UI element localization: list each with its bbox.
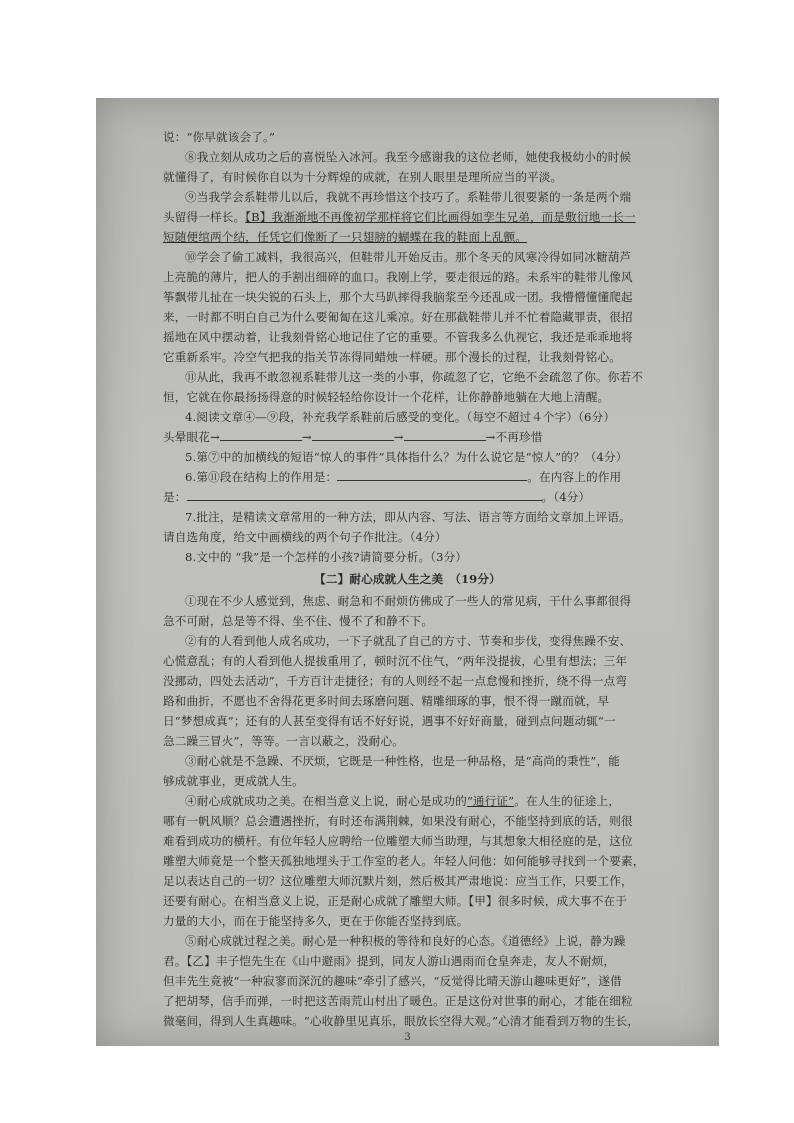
text-line: ③耐心就是不急躁、不厌烦，它既是一种性格，也是一种品格，是“高尚的秉性”，能 — [185, 754, 620, 768]
underlined-sentence-b: 【B】我渐渐地不再像初学那样将它们比画得如孪生兄弟，而是敷衍地一长一 — [245, 210, 636, 224]
text-line: ②有的人看到他人成名成功，一下子就乱了自己的方寸、节奏和步伐，变得焦躁不安、 — [185, 634, 632, 648]
text-line: ⑨当我学会系鞋带儿以后，我就不再珍惜这个技巧了。系鞋带儿很要紧的一条是两个端 — [185, 190, 632, 204]
underlined-sentence-b-cont: 短随便绾两个结，任凭它们像断了一只翅膀的蝴蝶在我的鞋面上乱颤。 — [163, 230, 528, 244]
question-7-cont: 请自选角度，给文中画横线的两个句子作批注。（4分） — [163, 530, 447, 544]
text-line: 急不可耐，总是等不得、坐不住、慢不了和静不下。 — [163, 614, 434, 628]
text-segment: 。（4分） — [541, 490, 591, 504]
text-line: 微毫间，得到人生真趣味。“心收静里见真乐，眼放长空得大观。”心清才能看到万物的生长， — [163, 1014, 640, 1028]
arrow: → — [393, 430, 404, 444]
text-line: 难看到成功的横杆。有位年轻人应聘给一位雕塑大师当助理，与其想象大相径庭的是，这位 — [163, 834, 633, 848]
text-line: 急二躁三冒火”，等等。一言以蔽之，没耐心。 — [163, 734, 404, 748]
question-7: 7.批注，是精读文章常用的一种方法，即从内容、写法、语言等方面给文章加上评语。 — [185, 510, 631, 524]
text-line: 来，一时都不明白自己为什么要匍匐在这儿乘凉。好在那截鞋带儿并不忙着隐藏罪责，很招 — [163, 310, 633, 324]
underlined-term: “通行证” — [466, 794, 515, 808]
text-segment: ④耐心成就成功之美。在相当意义上说，耐心是成功的 — [185, 794, 467, 808]
answer-blank[interactable] — [220, 428, 302, 441]
text-line: 足以表达自己的一切？这位雕塑大师沉默片刻，然后极其严肃地说：应当工作，只要工作， — [163, 874, 633, 888]
question-8: 8.文中的 “我”是一个怎样的小孩?请简要分析。（3分） — [185, 550, 468, 564]
section-heading: 【二】耐心成就人生之美 （19分） — [314, 572, 501, 586]
text-line — [163, 208, 685, 226]
text-line: 力量的大小，而在于能坚持多久，更在于你能否坚持到底。 — [163, 914, 469, 928]
text-line: 上亮脆的薄片，把人的手割出细碎的血口。我刚上学，要走很远的路。未系牢的鞋带儿像风 — [163, 270, 633, 284]
answer-blank[interactable] — [312, 428, 394, 441]
text-line: 筝飘带儿扯在一块尖锐的石头上，那个大马趴摔得我脑浆至今还乱成一团。我懵懵懂懂爬起 — [163, 290, 633, 304]
question-4: 4.阅读文章④—⑨段，补充我学系鞋前后感受的变化。（每空不超过４个字）（6分） — [185, 410, 616, 424]
text-line: ⑪从此，我再不敢忽视系鞋带儿这一类的小事，你疏忽了它，它绝不会疏忽了你。你若不 — [185, 370, 644, 384]
blank-start: 头晕眼花→ — [163, 430, 220, 444]
answer-blank[interactable] — [337, 468, 527, 481]
text-line: 但丰先生竟被“一种寂寥而深沉的趣味”牵引了感兴，“反觉得比晴天游山趣味更好”，遂借 — [163, 974, 622, 988]
blank-end: →不再珍惜 — [485, 430, 543, 444]
text-line: 没挪动，四处去活动”，千方百计走捷径；有的人则经不起一点怠慢和挫折，绕不得一点弯 — [163, 674, 628, 688]
text-line: 君。【乙】丰子恺先生在《山中避雨》提到，同友人游山遇雨而仓皇奔走，友人不耐烦， — [163, 954, 616, 968]
text-line: ⑩学会了偷工减料，我很高兴，但鞋带儿开始反击。那个冬天的风寒冷得如同冰糖葫芦 — [185, 250, 632, 264]
answer-blank[interactable] — [187, 488, 542, 501]
text-line: 路和曲折，不愿也不舍得花更多时间去琢磨问题、精雕细琢的事，恨不得一蹴而就，早 — [163, 694, 610, 708]
text-line: 日“梦想成真”；还有的人甚至变得有话不好好说，遇事不好好商量，碰到点问题动辄“一 — [163, 714, 616, 728]
text-line: 恒，它就在你最扬扬得意的时候轻轻给你设计一个花样，让你静静地躺在大地上清醒。 — [163, 390, 610, 404]
text-line: 了把胡琴，信手而弹，一时把这苦雨荒山村出了暖色。正是这份对世事的耐心，才能在细粒 — [163, 994, 633, 1008]
scanned-page-photo — [96, 98, 719, 1046]
text-line: ⑤耐心成就过程之美。耐心是一种积极的等待和良好的心态。《道德经》上说，静为躁 — [185, 934, 626, 948]
question-5: 5.第⑦中的加横线的短语“惊人的事件”具体指什么？为什么说它是“惊人”的？（4分） — [185, 450, 628, 464]
text-line — [185, 792, 685, 810]
text-line: 雕塑大师竟是一个整天孤独地埋头于工作室的老人。年轻人问他：如何能够寻找到一个要素， — [163, 854, 645, 868]
text-line: ①现在不少人感觉到，焦虑、耐急和不耐烦仿佛成了一些人的常见病，干什么事都很得 — [185, 594, 632, 608]
text-line: 心慌意乱；有的人看到他人提拔重用了，顿时沉不住气，“两年没提拔，心里有想法；三年 — [163, 654, 628, 668]
question-6-cont — [163, 488, 685, 506]
text-line: 还要有耐心。在相当意义上说，正是耐心成就了雕塑大师。【甲】很多时候，成大事不在于 — [163, 894, 627, 908]
text-line: 哪有一帆风顺？总会遭遇挫折，有时还布满荆棘，如果没有耐心，不能坚持到底的话，则很 — [163, 814, 633, 828]
answer-blank[interactable] — [404, 428, 486, 441]
text-line: 摇地在风中摆动着，让我刻骨铭心地记住了它的重要。不管我多么仇视它，我还是乖乖地将 — [163, 330, 633, 344]
text-line: 说：“你早就该会了。” — [163, 130, 276, 144]
text-segment: 头留得一样长。 — [163, 210, 246, 224]
text-line: 够成就事业，更成就人生。 — [163, 774, 304, 788]
arrow: → — [301, 430, 312, 444]
text-segment: 。在人生的征途上， — [514, 794, 620, 808]
text-line: ⑧我立刻从成功之后的喜悦坠入冰河。我至今感谢我的这位老师，她使我极幼小的时候 — [185, 150, 632, 164]
text-line: 就懂得了，有时候你自以为十分辉煌的成就，在别人眼里是理所应当的平淡。 — [163, 170, 563, 184]
text-segment: 6.第⑪段在结构上的作用是： — [185, 470, 338, 484]
question-6 — [185, 468, 685, 486]
text-segment: 。在内容上的作用 — [527, 470, 622, 484]
page-number: 3 — [404, 1032, 411, 1043]
question-4-blanks — [163, 428, 685, 446]
text-line: 它重新系牢。冷空气把我的指关节冻得同蜡烛一样硬。那个漫长的过程，让我刻骨铭心。 — [163, 350, 622, 364]
text-segment: 是： — [163, 490, 187, 504]
